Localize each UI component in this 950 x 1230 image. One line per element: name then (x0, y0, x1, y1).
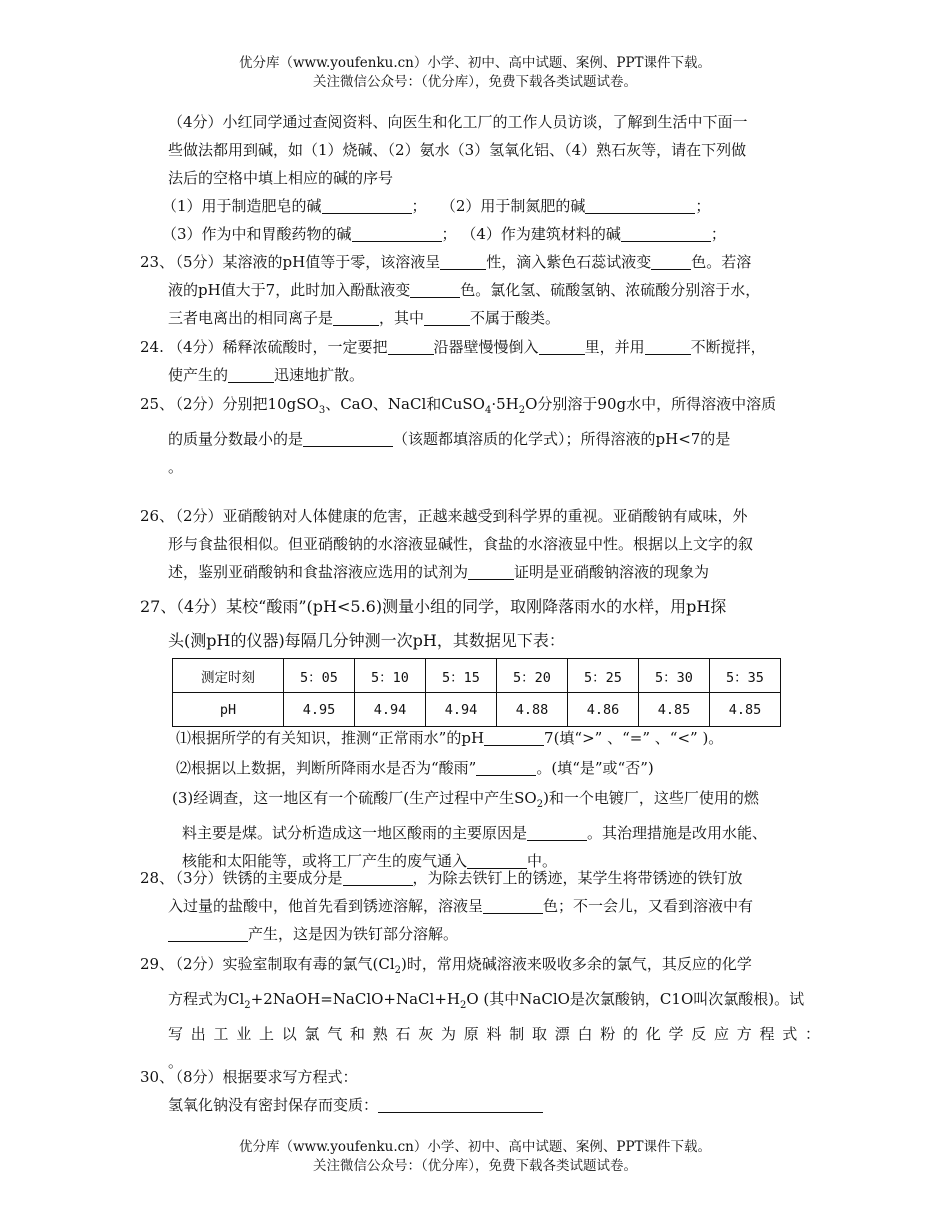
q24-text-1d: 不断搅拌， (690, 338, 766, 356)
q27-text-2: 头(测pH的仪器)每隔几分钟测一次pH，其数据见下表： (168, 631, 565, 650)
q26-text-3a: 述，鉴别亚硝酸钠和食盐溶液应选用的试剂为 (168, 563, 469, 581)
q22-line-3: 法后的空格中填上相应的碱的序号 (168, 169, 394, 187)
page-footer (0, 1138, 950, 1176)
q22-sep-3: ； (441, 225, 457, 243)
q22-blank-b[interactable] (585, 195, 695, 214)
header-line-2: 关注微信公众号：（优分库），免费下载各类试题试卷。 (313, 74, 637, 90)
q27-s3-sub: 2 (536, 799, 544, 810)
q25-text-3: 。 (168, 458, 184, 476)
q22-line-2: 些做法都用到碱，如（1）烧碱、（2）氨水（3）氢氧化铝、（4）熟石灰等，请在下列做 (168, 141, 747, 159)
question-24 (140, 333, 820, 389)
q22-line-1: （4分）小红同学通过查阅资料、向医生和化工厂的工作人员访谈，了解到生活中下面一 (168, 113, 748, 131)
q27-s3a: (3)经调查，这一地区有一个硫酸厂(生产过程中产生SO (172, 789, 537, 807)
q22-sep-1: ； (411, 197, 427, 215)
q22-item-d: （4）作为建筑材料的碱 (461, 225, 621, 243)
q27-blank-2[interactable] (476, 757, 536, 776)
q24-text-2b: 迅速地扩散。 (274, 366, 365, 384)
q23-text-2b: 色。氯化氢、硫酸氢钠、浓硫酸分别溶于水， (460, 281, 761, 299)
q28-blank-3[interactable] (168, 923, 248, 942)
footer-line-1: 优分库（www.youfenku.cn）小学、初中、高中试题、案例、PPT课件下载。 (238, 1139, 712, 1155)
q24-text-2a: 使产生的 (168, 366, 229, 384)
q23-text-1a: （5分）某溶液的pH值等于零，该溶液呈 (168, 253, 441, 271)
table-cell: 4.94 (355, 693, 426, 727)
q25-sub-3: 2 (518, 405, 526, 416)
q29-text-1b: )时，常用烧碱溶液来吸收多余的氯气，其反应的化学 (401, 955, 752, 973)
q27-text-1: （4分）某校“酸雨”(pH<5.6)测量小组的同学，取刚降落雨水的水样，用pH探 (168, 597, 727, 616)
q23-blank-2[interactable] (651, 251, 691, 270)
q23-text-3a: 三者电离出的相同离子是 (168, 309, 334, 327)
q22-line-5 (140, 220, 820, 248)
q24-text-1c: 里，并用 (584, 338, 645, 356)
q29-text-3: 写出工业上以氯气和熟石灰为原料制取漂白粉的化学反应方程式： (168, 1025, 820, 1043)
q28-text-2b: 色；不一会儿，又看到溶液中有 (543, 897, 754, 915)
q29-text-4: 。 (168, 1053, 184, 1071)
q30-text-1: （8分）根据要求写方程式： (168, 1068, 358, 1086)
q28-blank-1[interactable] (343, 867, 413, 886)
q23-text-3b: ，其中 (379, 309, 425, 327)
q28-text-3: 产生，这是因为铁钉部分溶解。 (248, 925, 459, 943)
table-cell: 5：30 (639, 659, 710, 693)
q24-text-1b: 沿器壁慢慢倒入 (433, 338, 539, 356)
question-26 (140, 502, 820, 586)
q22-line-4 (140, 192, 820, 220)
question-30 (140, 1063, 820, 1119)
q30-text-2: 氢氧化钠没有密封保存而变质： (168, 1096, 379, 1114)
q24-number: 24. (140, 338, 164, 356)
q27-number: 27、 (140, 597, 177, 616)
q29-sub-2: 2 (244, 1000, 251, 1011)
table-cell: 5：15 (426, 659, 497, 693)
q27-blank-1[interactable] (484, 727, 544, 746)
q22-item-a: （1）用于制造肥皂的碱 (162, 197, 322, 215)
q25-text-2a: 的质量分数最小的是 (168, 430, 304, 448)
q29-number: 29、 (140, 955, 175, 973)
ph-table (172, 658, 781, 727)
q27-s3d: 。其治理措施是改用水能、 (587, 824, 768, 842)
q24-blank-2[interactable] (539, 336, 585, 355)
header-line-1: 优分库（www.youfenku.cn）小学、初中、高中试题、案例、PPT课件下载。 (238, 55, 712, 71)
q25-text-1d: O分别溶于90g水中，所得溶液中溶质 (525, 395, 777, 413)
q27-s3b: )和一个电镀厂，这些厂使用的燃 (543, 789, 759, 807)
q25-number: 25、 (140, 395, 175, 413)
q23-text-1c: 色。若溶 (691, 253, 752, 271)
q27-s2a: ⑵根据以上数据，判断所降雨水是否为“酸雨” (176, 759, 477, 777)
q25-text-1c: ·5H (491, 395, 519, 413)
q24-blank-3[interactable] (645, 336, 691, 355)
q26-number: 26、 (140, 507, 175, 525)
q22-item-b: （2）用于制氮肥的碱 (440, 197, 586, 215)
table-cell: 5：10 (355, 659, 426, 693)
q23-blank-1[interactable] (440, 251, 486, 270)
table-cell: 5：35 (710, 659, 781, 693)
q24-blank-4[interactable] (228, 364, 274, 383)
q25-text-1a: （2分）分别把10gSO (168, 395, 319, 413)
q26-blank-1[interactable] (468, 561, 514, 580)
q27-s2b: 。(填“是”或“否”) (536, 759, 654, 777)
table-cell: 4.85 (639, 693, 710, 727)
q23-number: 23、 (140, 253, 175, 271)
q22-blank-a[interactable] (322, 195, 412, 214)
table-row (173, 659, 781, 693)
q29-text-2b: +2NaOH=NaClO+NaCl+H (250, 990, 460, 1008)
table-cell: 4.95 (284, 693, 355, 727)
q23-blank-3[interactable] (410, 279, 460, 298)
q29-sub-1: 2 (394, 965, 402, 976)
q23-text-2a: 液的pH值大于7，此时加入酚酞液变 (168, 281, 411, 299)
table-head-time: 测定时刻 (173, 659, 284, 693)
q27-s3c: 料主要是煤。试分析造成这一地区酸雨的主要原因是 (182, 824, 528, 842)
q27-subquestions (172, 724, 826, 875)
question-27 (140, 590, 820, 658)
page-header (0, 54, 950, 92)
table-cell: 4.94 (426, 693, 497, 727)
q22-sep-2: ； (695, 197, 711, 215)
q23-text-3c: 不属于酸类。 (470, 309, 561, 327)
question-28 (140, 864, 820, 948)
q22-blank-c[interactable] (352, 223, 442, 242)
q27-s1a: ⑴根据所学的有关知识，推测“正常雨水”的pH (176, 729, 485, 747)
q27-s3f: 中。 (527, 852, 558, 870)
table-cell: 5：25 (568, 659, 639, 693)
q25-text-1b: 、CaO、NaCl和CuSO (325, 395, 485, 413)
question-25 (140, 390, 820, 481)
q25-sub-2: 4 (484, 405, 492, 416)
q25-sub-1: 3 (318, 405, 326, 416)
q24-text-1a: （4分）稀释浓硫酸时，一定要把 (168, 338, 388, 356)
q23-blank-5[interactable] (424, 307, 470, 326)
table-cell: 4.85 (710, 693, 781, 727)
q28-text-2a: 入过量的盐酸中，他首先看到锈迹溶解，溶液呈 (168, 897, 484, 915)
question-22 (140, 108, 820, 248)
q27-s1b: 7(填“>” 、“=” 、“<” )。 (544, 729, 724, 747)
q28-text-1a: （3分）铁锈的主要成分是 (168, 869, 343, 887)
table-head-ph: pH (173, 693, 284, 727)
q27-s3e: 核能和太阳能等，或将工厂产生的废气通入 (182, 852, 468, 870)
q28-blank-2[interactable] (483, 895, 543, 914)
q30-blank-1[interactable] (378, 1094, 543, 1113)
table-cell: 5：05 (284, 659, 355, 693)
table-row (173, 693, 781, 727)
q23-blank-4[interactable] (333, 307, 379, 326)
q29-text-2a: 方程式为Cl (168, 990, 245, 1008)
q30-number: 30、 (140, 1068, 175, 1086)
table-cell: 4.86 (568, 693, 639, 727)
q29-text-2c: O (其中NaClO是次氯酸钠，C1O叫次氯酸根)。试 (466, 990, 805, 1008)
q28-text-1b: ，为除去铁钉上的锈迹，某学生将带锈迹的铁钉放 (412, 869, 743, 887)
q24-blank-1[interactable] (388, 336, 434, 355)
q26-text-1: （2分）亚硝酸钠对人体健康的危害，正越来越受到科学界的重视。亚硝酸钠有咸味，外 (168, 507, 748, 525)
q29-text-1a: （2分）实验室制取有毒的氯气(Cl (168, 955, 395, 973)
q26-text-2: 形与食盐很相似。但亚硝酸钠的水溶液显碱性，食盐的水溶液显中性。根据以上文字的叙 (168, 535, 754, 553)
question-23 (140, 248, 820, 332)
q22-item-c: （3）作为中和胃酸药物的碱 (162, 225, 352, 243)
q26-text-3b: 证明是亚硝酸钠溶液的现象为 (514, 563, 710, 581)
q25-text-2b: （该题都填溶质的化学式）；所得溶液的pH<7的是 (393, 430, 731, 448)
table-cell: 4.88 (497, 693, 568, 727)
q22-blank-d[interactable] (621, 223, 711, 242)
q25-blank-1[interactable] (303, 428, 393, 447)
q29-sub-3: 2 (459, 1000, 467, 1011)
footer-line-2: 关注微信公众号：（优分库），免费下载各类试题试卷。 (313, 1158, 637, 1174)
q28-number: 28、 (140, 869, 175, 887)
question-29 (140, 950, 820, 1076)
q27-blank-3[interactable] (527, 822, 587, 841)
q22-sep-4: ； (710, 225, 726, 243)
q23-text-1b: 性，滴入紫色石蕊试液变 (486, 253, 652, 271)
table-cell: 5：20 (497, 659, 568, 693)
